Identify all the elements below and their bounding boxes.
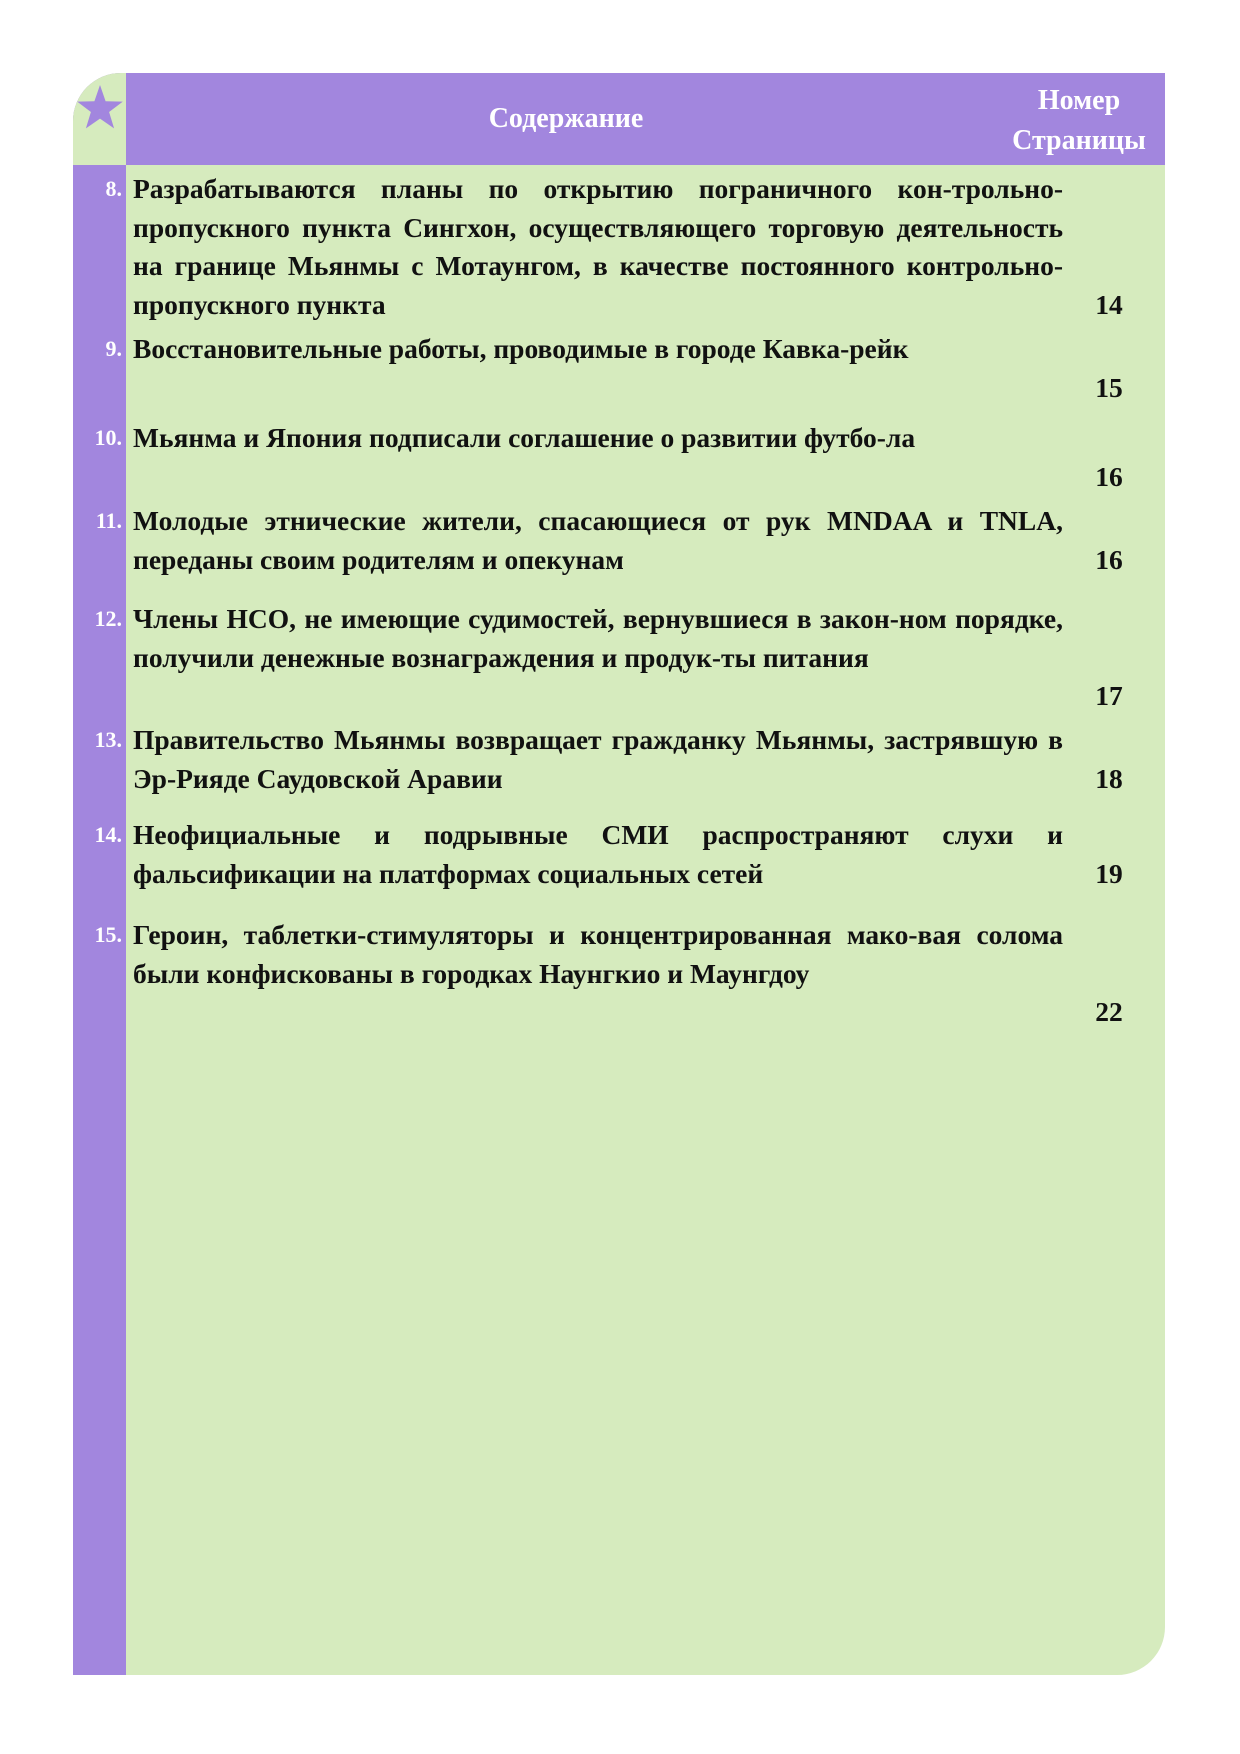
entry-number: 8. [105, 176, 122, 201]
page-number-heading [999, 81, 1159, 161]
star-cell [73, 73, 126, 165]
entry-number: 15. [94, 922, 122, 947]
entry-page-number: 22 [1095, 996, 1123, 1027]
entry-title: Неофициальные и подрывные СМИ распространяют слухи и фальсификации на платформах социальных сетей [133, 819, 1063, 889]
entry-number: 14. [94, 822, 122, 847]
table-of-contents [73, 73, 1165, 1675]
star-icon [76, 83, 124, 131]
entry-page-number: 17 [1095, 680, 1123, 711]
entry-title: Мьянма и Япония подписали соглашение о развитии футбо-ла [133, 422, 916, 453]
entry-number: 9. [105, 336, 122, 361]
entry-title: Героин, таблетки-стимуляторы и концентрированная мако-вая солома были конфискованы в городках Наунгкио и Маунгдоу [133, 919, 1063, 989]
entry-page-number: 16 [1095, 543, 1123, 575]
toc-header [126, 73, 1165, 165]
entry-page-number: 15 [1095, 371, 1123, 403]
entry-number: 12. [94, 606, 122, 631]
contents-heading: Содержание [488, 103, 644, 134]
entry-page-number: 14 [1095, 288, 1123, 320]
page-number-heading-line1: Номер [1037, 85, 1121, 116]
entry-title: Правительство Мьянмы возвращает гражданку Мьянмы, застрявшую в Эр-Рияде Саудовской Аравии [133, 724, 1063, 794]
entry-page-number: 18 [1095, 762, 1123, 794]
page-number-heading-line2: Страницы [1012, 125, 1146, 156]
entry-number: 10. [94, 425, 122, 450]
entry-title: Члены НСО, не имеющие судимостей, вернувшиеся в закон-ном порядке, получили денежные вознаграждения и продук-ты питания [133, 603, 1063, 673]
entry-page-number: 19 [1095, 857, 1123, 889]
entry-title: Разрабатываются планы по открытию пограничного кон-трольно-пропускного пункта Сингхон, осуществляющего торговую деятельность на границе Мьянмы с Мотаунгом, в качестве постоянного контрольно-пропускного пункта [133, 173, 1063, 320]
entry-number: 13. [94, 727, 122, 752]
entry-page-number: 16 [1095, 460, 1123, 492]
entry-number: 11. [95, 508, 122, 533]
entry-title: Восстановительные работы, проводимые в городе Кавка-рейк [133, 333, 909, 364]
number-column [73, 73, 126, 1675]
entry-title: Молодые этнические жители, спасающиеся от рук MNDAA и TNLA, переданы своим родителям и опекунам [133, 505, 1063, 575]
